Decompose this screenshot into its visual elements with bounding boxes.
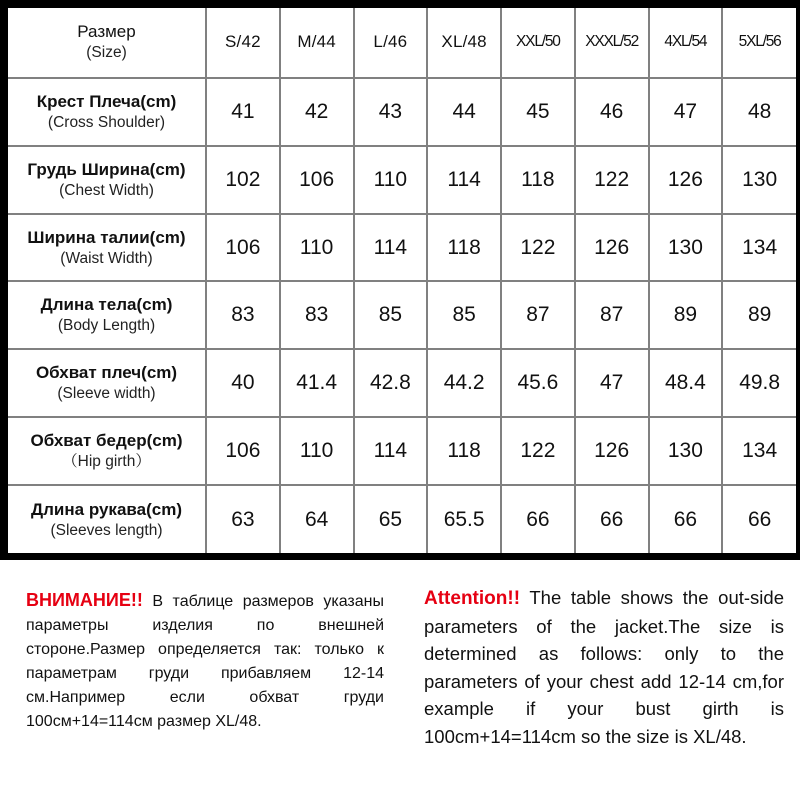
measurement-value: 126 — [594, 235, 630, 259]
measurement-value: 43 — [378, 99, 403, 123]
measurement-value: 89 — [673, 303, 698, 327]
row-label-ru: Обхват бедер(cm) — [30, 431, 183, 451]
value-cell — [722, 214, 796, 282]
measurement-value: 118 — [447, 235, 481, 259]
measurement-value: 130 — [667, 439, 703, 463]
table-row — [8, 214, 796, 282]
value-cell — [354, 417, 428, 485]
measurement-value: 44.2 — [443, 371, 485, 395]
measurement-value: 114 — [373, 439, 408, 463]
value-cell — [280, 281, 354, 349]
value-cell — [280, 146, 354, 214]
table-row — [8, 146, 796, 214]
value-cell — [206, 349, 280, 417]
value-cell — [722, 281, 796, 349]
measurement-value: 106 — [299, 167, 335, 191]
warning-label-ru: ВНИМАНИЕ!! — [26, 590, 143, 610]
row-label-en: (Waist Width) — [60, 249, 153, 267]
measurement-value: 122 — [520, 235, 556, 259]
row-label-en: (Sleeves length) — [50, 521, 163, 539]
value-cell — [722, 417, 796, 485]
row-label-ru: Длина рукава(cm) — [31, 499, 182, 519]
value-cell — [427, 417, 501, 485]
measurement-value: 44 — [452, 99, 476, 123]
value-cell — [649, 417, 723, 485]
value-cell — [649, 349, 723, 417]
row-label-ru: Длина тела(cm) — [40, 295, 173, 315]
measurement-value: 40 — [231, 371, 255, 395]
measurement-value: 102 — [225, 167, 261, 191]
measurement-value: 46 — [599, 99, 624, 123]
measurement-value: 83 — [304, 303, 329, 327]
value-cell — [501, 146, 575, 214]
table-row — [8, 78, 796, 146]
measurement-value: 118 — [521, 167, 555, 191]
value-cell — [354, 146, 428, 214]
value-cell — [722, 485, 796, 553]
value-cell — [280, 485, 354, 553]
measurement-value: 83 — [231, 303, 255, 327]
value-cell — [206, 146, 280, 214]
notes-section — [0, 560, 800, 800]
measurement-value: 42 — [304, 99, 329, 123]
value-cell — [575, 214, 649, 282]
value-cell — [722, 349, 796, 417]
value-cell — [354, 214, 428, 282]
table-row — [8, 281, 796, 349]
size-header — [501, 8, 575, 78]
row-label-cell — [8, 349, 206, 417]
measurement-value: 130 — [742, 167, 778, 191]
value-cell — [722, 78, 796, 146]
measurement-value: 63 — [231, 507, 255, 531]
measurement-value: 126 — [594, 439, 630, 463]
value-cell — [354, 349, 428, 417]
value-cell — [501, 78, 575, 146]
warning-label-en: Attention!! — [424, 588, 521, 609]
value-cell — [501, 281, 575, 349]
measurement-value: 65 — [378, 507, 403, 531]
value-cell — [575, 281, 649, 349]
size-header — [722, 8, 796, 78]
measurement-value: 48.4 — [664, 371, 706, 395]
measurement-value: 130 — [667, 235, 703, 259]
measurement-value: 114 — [447, 167, 481, 191]
row-label-en: (Chest Width) — [59, 181, 154, 199]
value-cell — [427, 349, 501, 417]
measurement-value: 66 — [747, 507, 772, 531]
measurement-value: 89 — [747, 303, 772, 327]
value-cell — [206, 78, 280, 146]
value-cell — [280, 417, 354, 485]
value-cell — [649, 281, 723, 349]
value-cell — [575, 485, 649, 553]
measurement-value: 48 — [747, 99, 772, 123]
header-label-cell — [8, 8, 206, 78]
measurement-value: 122 — [520, 439, 556, 463]
value-cell — [206, 281, 280, 349]
table-row — [8, 349, 796, 417]
value-cell — [649, 146, 723, 214]
value-cell — [649, 78, 723, 146]
size-header — [575, 8, 649, 78]
value-cell — [501, 214, 575, 282]
row-label-en: (Sleeve width) — [57, 385, 156, 403]
value-cell — [501, 417, 575, 485]
row-label-cell — [8, 417, 206, 485]
size-label: 5XL/56 — [738, 33, 781, 51]
measurement-value: 85 — [452, 303, 476, 327]
measurement-value: 66 — [673, 507, 698, 531]
measurement-value: 106 — [225, 235, 261, 259]
row-label-cell — [8, 485, 206, 553]
row-label-cell — [8, 78, 206, 146]
row-label-en: （Hip girth） — [62, 453, 151, 471]
row-label-ru: Грудь Ширина(cm) — [27, 159, 186, 179]
measurement-value: 110 — [373, 167, 408, 191]
size-header — [427, 8, 501, 78]
measurement-value: 87 — [526, 303, 550, 327]
row-label-en: (Cross Shoulder) — [47, 113, 166, 131]
measurement-value: 41.4 — [296, 371, 338, 395]
note-text-ru: В таблице размеров указаны параметры изделия по внешней стороне.Размер определяется так: только к параметрам груди прибавляем 12-14 см.Например если обхват груди 100см+14=114см размер XL/48. — [26, 593, 384, 730]
measurement-value: 134 — [742, 235, 778, 259]
measurement-value: 66 — [599, 507, 624, 531]
row-label-ru: Крест Плеча(cm) — [36, 91, 177, 111]
measurement-value: 49.8 — [739, 371, 781, 395]
size-label: XXL/50 — [516, 33, 560, 51]
value-cell — [354, 281, 428, 349]
measurement-value: 41 — [231, 99, 255, 123]
note-text-en: The table shows the out-side parameters of the jacket.The size is determined as follows: only to the parameters of your chest add 12-14 cm,for example if your bust girth is 100cm+14=114cm so the size is XL/48. — [424, 587, 784, 747]
measurement-value: 45 — [526, 99, 550, 123]
measurement-value: 64 — [304, 507, 329, 531]
size-header — [280, 8, 354, 78]
value-cell — [280, 78, 354, 146]
measurement-value: 110 — [299, 439, 334, 463]
measurement-value: 126 — [667, 167, 703, 191]
size-label: XXXL/52 — [585, 33, 639, 51]
measurement-value: 118 — [447, 439, 481, 463]
value-cell — [575, 146, 649, 214]
value-cell — [427, 78, 501, 146]
value-cell — [649, 485, 723, 553]
value-cell — [575, 78, 649, 146]
header-row — [8, 8, 796, 78]
value-cell — [575, 417, 649, 485]
row-label-cell — [8, 214, 206, 282]
value-cell — [427, 214, 501, 282]
size-label: M/44 — [297, 32, 336, 52]
value-cell — [501, 485, 575, 553]
value-cell — [354, 78, 428, 146]
row-label-en: (Body Length) — [57, 317, 156, 335]
measurement-value: 87 — [599, 303, 624, 327]
row-label-cell — [8, 281, 206, 349]
size-header — [206, 8, 280, 78]
measurement-value: 47 — [673, 99, 698, 123]
row-label-ru: Обхват плеч(cm) — [35, 363, 178, 383]
size-label: 4XL/54 — [664, 33, 707, 51]
table-row — [8, 417, 796, 485]
measurement-value: 66 — [526, 507, 550, 531]
note-english — [424, 584, 784, 750]
value-cell — [280, 214, 354, 282]
measurement-value: 114 — [373, 235, 408, 259]
row-label-cell — [8, 146, 206, 214]
size-chart — [8, 8, 792, 553]
table-row — [8, 485, 796, 553]
measurement-value: 122 — [594, 167, 630, 191]
header-label-ru: Размер — [77, 22, 136, 42]
measurement-value: 134 — [742, 439, 778, 463]
note-russian — [26, 588, 384, 734]
value-cell — [206, 417, 280, 485]
header-label-en: (Size) — [86, 44, 127, 62]
size-label: XL/48 — [441, 32, 487, 52]
value-cell — [280, 349, 354, 417]
value-cell — [575, 349, 649, 417]
measurement-value: 106 — [225, 439, 261, 463]
measurement-value: 65.5 — [443, 507, 485, 531]
measurement-value: 110 — [299, 235, 334, 259]
value-cell — [722, 146, 796, 214]
measurement-value: 42.8 — [369, 371, 411, 395]
value-cell — [206, 214, 280, 282]
value-cell — [501, 349, 575, 417]
measurement-value: 45.6 — [517, 371, 559, 395]
value-cell — [427, 146, 501, 214]
value-cell — [427, 485, 501, 553]
value-cell — [354, 485, 428, 553]
measurement-value: 47 — [599, 371, 624, 395]
value-cell — [206, 485, 280, 553]
value-cell — [649, 214, 723, 282]
size-header — [649, 8, 723, 78]
measurement-value: 85 — [378, 303, 403, 327]
row-label-ru: Ширина талии(cm) — [27, 227, 186, 247]
size-header — [354, 8, 428, 78]
size-label: S/42 — [224, 32, 261, 52]
size-table — [8, 8, 796, 553]
size-label: L/46 — [373, 32, 408, 52]
value-cell — [427, 281, 501, 349]
